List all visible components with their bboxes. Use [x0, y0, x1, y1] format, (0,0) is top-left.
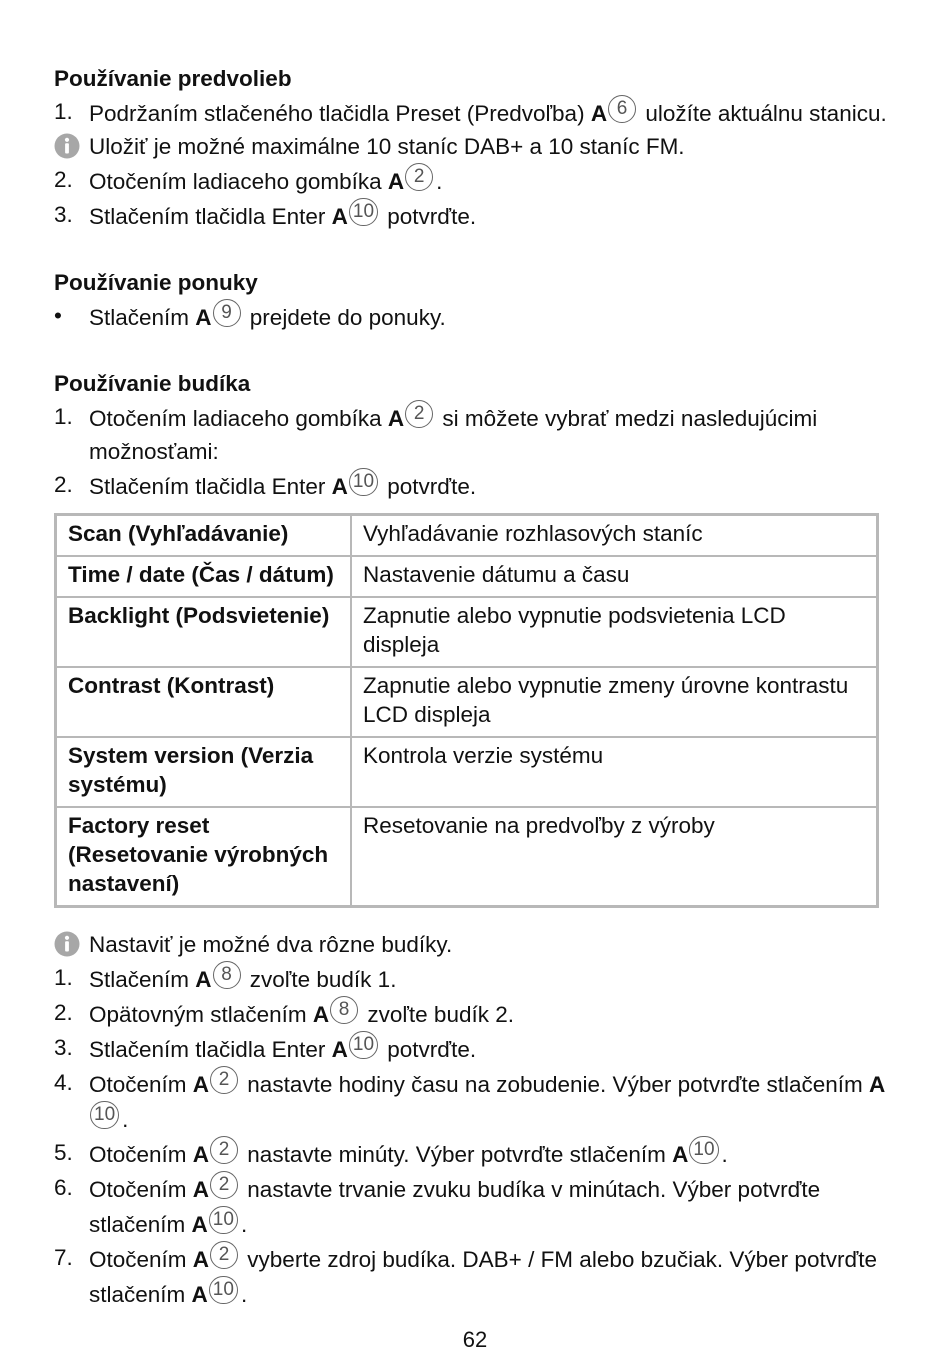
option-name: System version (Verzia systému) [56, 737, 352, 807]
table-row [56, 515, 878, 557]
step-item [54, 400, 894, 468]
device-letter: A [387, 169, 405, 194]
step-item [54, 1066, 894, 1136]
option-description: Resetovanie na predvoľby z výroby [351, 807, 878, 907]
step-number: 1. [54, 99, 73, 124]
option-description: Zapnutie alebo vypnutie zmeny úrovne kontrastu LCD displeja [351, 667, 878, 737]
option-description: Nastavenie dátumu a času [351, 556, 878, 597]
option-name: Contrast (Kontrast) [56, 667, 352, 737]
step-number: 3. [54, 202, 73, 227]
option-name: Scan (Vyhľadávanie) [56, 515, 352, 557]
device-letter: A [195, 967, 212, 992]
reference-number: 8 [330, 996, 358, 1024]
reference-number: 6 [608, 95, 636, 123]
step-text-part: Stlačením [89, 305, 196, 330]
reference-number: 2 [210, 1066, 238, 1094]
step-text-part: Otočením ladiaceho gombíka [89, 406, 388, 431]
step-text-part: Podržaním stlačeného tlačidla Preset (Predvoľba) [89, 101, 591, 126]
step-number: 3. [54, 1035, 73, 1060]
step-text-part: Otočením ladiaceho gombíka [89, 169, 388, 194]
option-name: Backlight (Podsvietenie) [56, 597, 352, 667]
step-number: 2. [54, 472, 73, 497]
bullet-item [54, 299, 894, 334]
step-text-part: Otočením [89, 1247, 193, 1272]
step-text-part: Otočením [89, 1072, 193, 1097]
step-text-part: . [436, 169, 443, 194]
menu-options-table [54, 513, 879, 908]
step-number: 2. [54, 1000, 73, 1025]
step-text-part: . [240, 1282, 248, 1307]
table-row [56, 737, 878, 807]
step-text [89, 163, 894, 198]
device-letter: A [331, 474, 348, 499]
table-row [56, 667, 878, 737]
device-letter: A [869, 1072, 886, 1097]
step-text-part: Stlačením tlačidla Enter [89, 1037, 332, 1062]
section-heading-alarm: Používanie budíka [54, 371, 251, 396]
reference-number: 10 [209, 1206, 238, 1234]
reference-number: 2 [405, 163, 433, 191]
step-number: 7. [54, 1245, 73, 1270]
step-number: 4. [54, 1070, 73, 1095]
step-text-part: si môžete vybrať medzi nasledujúcimi možnosťami: [89, 406, 818, 464]
step-item [54, 95, 894, 130]
device-letter: A [672, 1142, 689, 1167]
step-text-part: Otočením [89, 1142, 193, 1167]
bullet-text [89, 299, 894, 334]
device-letter: A [192, 1072, 210, 1097]
device-letter: A [331, 1037, 348, 1062]
device-letter: A [331, 204, 348, 229]
step-item [54, 198, 894, 233]
reference-number: 2 [210, 1171, 238, 1199]
reference-number: 2 [210, 1136, 238, 1164]
step-text-part: nastavte hodiny času na zobudenie. Výber potvrďte stlačením [241, 1072, 869, 1097]
step-number: 1. [54, 404, 73, 429]
step-text [89, 961, 894, 996]
step-number: 6. [54, 1175, 73, 1200]
spacer [54, 233, 894, 266]
reference-number: 10 [689, 1136, 718, 1164]
device-letter: A [191, 1212, 208, 1237]
option-name: Factory reset (Resetovanie výrobných nastavení) [56, 807, 352, 907]
reference-number: 2 [405, 400, 433, 428]
step-text [89, 1031, 894, 1066]
info-text: Uložiť je možné maximálne 10 staníc DAB+ a 10 staníc FM. [89, 134, 685, 159]
device-letter: A [192, 1142, 210, 1167]
step-text-part: potvrďte. [381, 1037, 477, 1062]
table-row [56, 597, 878, 667]
device-letter: A [590, 101, 608, 126]
step-text [89, 1171, 894, 1241]
step-text [89, 1066, 894, 1136]
table-row [56, 807, 878, 907]
step-item [54, 961, 894, 996]
step-number: 1. [54, 965, 73, 990]
step-text-part: prejdete do ponuky. [243, 305, 446, 330]
step-text-part: potvrďte. [381, 474, 477, 499]
step-text [89, 198, 894, 233]
step-text-part: zvoľte budík 1. [243, 967, 397, 992]
step-text [89, 468, 894, 503]
step-text [89, 400, 894, 468]
device-letter: A [312, 1002, 330, 1027]
reference-number: 10 [349, 468, 378, 496]
device-letter: A [195, 305, 212, 330]
step-text-part: . [122, 1107, 129, 1132]
step-text [89, 95, 894, 130]
step-text [89, 996, 894, 1031]
device-letter: A [191, 1282, 208, 1307]
reference-number: 10 [349, 1031, 378, 1059]
step-item [54, 1171, 894, 1241]
reference-number: 10 [209, 1276, 238, 1304]
reference-number: 10 [90, 1101, 119, 1129]
step-text-part: nastavte trvanie zvuku budíka v minútach. Výber potvrďte stlačením [89, 1177, 821, 1237]
step-text-part: . [240, 1212, 248, 1237]
reference-number: 10 [349, 198, 378, 226]
step-text-part: uložíte aktuálnu stanicu. [639, 101, 887, 126]
step-item [54, 996, 894, 1031]
option-description: Vyhľadávanie rozhlasových staníc [351, 515, 878, 557]
reference-number: 8 [213, 961, 241, 989]
spacer [54, 334, 894, 367]
bullet-marker: • [54, 303, 62, 328]
step-item [54, 1136, 894, 1171]
step-text-part: potvrďte. [381, 204, 477, 229]
step-text [89, 1136, 894, 1171]
info-icon [54, 133, 80, 159]
step-item [54, 1241, 894, 1311]
step-number: 5. [54, 1140, 73, 1165]
step-item [54, 468, 894, 503]
step-text-part: Opätovným stlačením [89, 1002, 313, 1027]
page-content [54, 62, 894, 1311]
step-text-part: Stlačením tlačidla Enter [89, 474, 332, 499]
info-text: Nastaviť je možné dva rôzne budíky. [89, 932, 453, 957]
step-text-part: zvoľte budík 2. [361, 1002, 514, 1027]
option-description: Zapnutie alebo vypnutie podsvietenia LCD displeja [351, 597, 878, 667]
info-note [54, 928, 894, 961]
option-description: Kontrola verzie systému [351, 737, 878, 807]
step-item [54, 163, 894, 198]
device-letter: A [192, 1177, 210, 1202]
reference-number: 2 [210, 1241, 238, 1269]
info-note [54, 130, 894, 163]
option-name: Time / date (Čas / dátum) [56, 556, 352, 597]
step-text-part: Stlačením [89, 967, 196, 992]
info-icon [54, 931, 80, 957]
reference-number: 9 [213, 299, 241, 327]
table-row [56, 556, 878, 597]
step-text-part: Stlačením tlačidla Enter [89, 204, 332, 229]
step-text [89, 1241, 894, 1311]
step-text-part: Otočením [89, 1177, 193, 1202]
device-letter: A [387, 406, 405, 431]
device-letter: A [192, 1247, 210, 1272]
section-heading-presets: Používanie predvolieb [54, 66, 292, 91]
step-item [54, 1031, 894, 1066]
page-number: 62 [462, 1327, 488, 1352]
step-text-part: . [721, 1142, 728, 1167]
step-text-part: vyberte zdroj budíka. DAB+ / FM alebo bzučiak. Výber potvrďte stlačením [89, 1247, 878, 1307]
section-heading-menu: Používanie ponuky [54, 270, 258, 295]
step-number: 2. [54, 167, 73, 192]
step-text-part: nastavte minúty. Výber potvrďte stlačením [241, 1142, 673, 1167]
